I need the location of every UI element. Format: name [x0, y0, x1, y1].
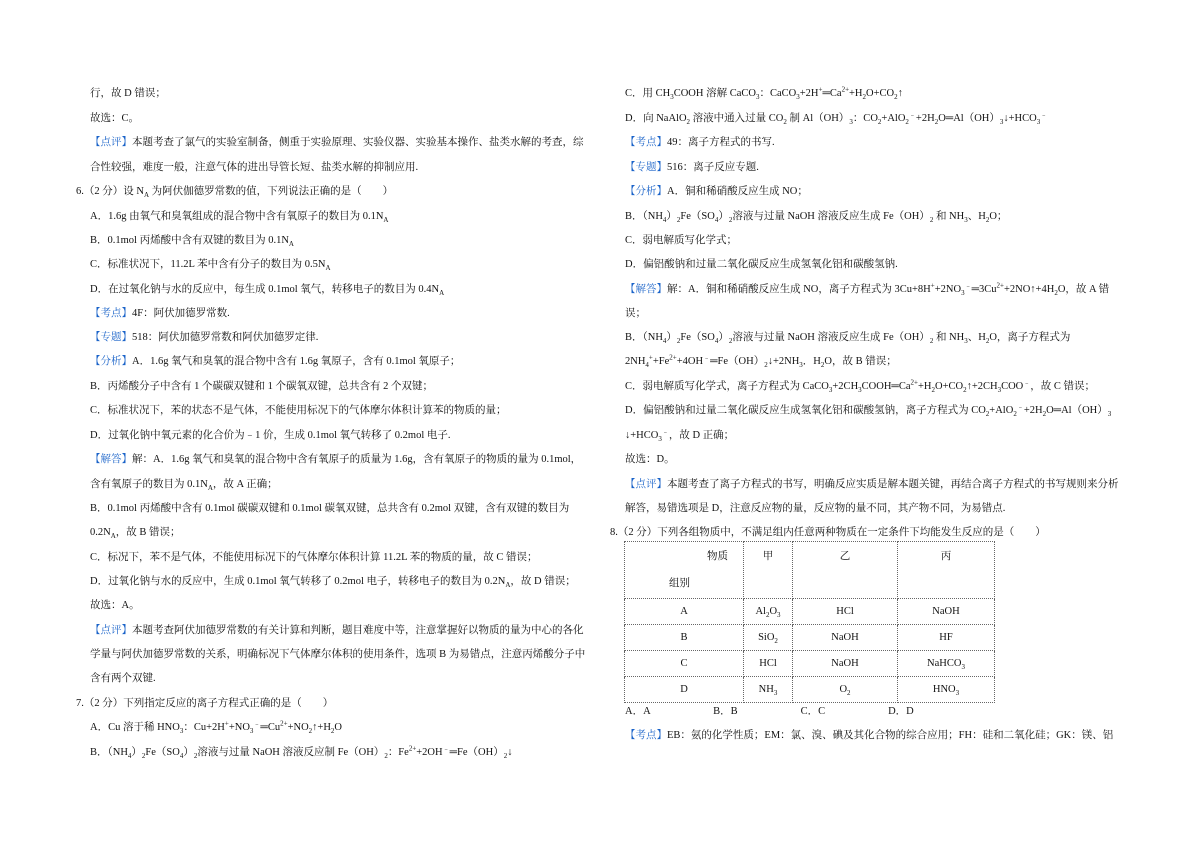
left-text-line [90, 380, 433, 394]
line-content: B．0.1mol 丙烯酸中含有 0.1mol 碳碳双键和 0.1mol 碳氧双键，总共含有 0.2mol 双键，含有双键的数目为 [90, 503, 570, 514]
left-text-line [90, 331, 318, 345]
section-tag: 【解答】 [90, 454, 132, 465]
line-content: $0.2N_A$，故 B 错误； [90, 527, 181, 541]
left-text-line [90, 112, 139, 126]
left-text-line [90, 551, 538, 565]
left-text-line [90, 624, 584, 638]
line-content: B．0.1mol 丙烯酸中含有双键的数目为 $0.1N_A$ [90, 235, 294, 249]
right-text-line [625, 210, 1007, 224]
line-content: 49：离子方程式的书写. [667, 137, 775, 148]
line-content: 7.（2 分）下列指定反应的离子方程式正确的是（ ） [76, 698, 334, 709]
right-text-line [625, 283, 1109, 297]
table-cell: NaOH [898, 599, 995, 625]
right-text-line [625, 380, 1095, 394]
table-cell: $HNO_3$ [898, 677, 995, 703]
table-cell: D [625, 677, 744, 703]
line-content: A．A B．B C．C D．D [625, 706, 914, 717]
line-content: 4F：阿伏加德罗常数. [132, 308, 230, 319]
right-text-line [625, 87, 903, 101]
left-text-line [90, 355, 460, 369]
line-content: 本题考查了氯气的实验室制备，侧重于实验原理、实验仪器、实验基本操作、盐类水解的考查，综 [132, 137, 584, 148]
left-text-line [90, 453, 581, 467]
table-header-row [625, 542, 995, 599]
right-text-line [625, 478, 1119, 492]
left-text-line [90, 746, 512, 760]
left-text-line [90, 210, 388, 224]
left-text-line [90, 234, 294, 248]
left-text-line [90, 526, 181, 540]
table-cell: HCl [793, 599, 898, 625]
line-content: 解答，易错选项是 D，注意反应物的量，反应物的量不同，其产物不同，为易错点. [625, 503, 1006, 514]
line-content: 行，故 D 错误； [90, 88, 166, 99]
table-row [625, 599, 995, 625]
line-content: D．过氧化钠与水的反应中，生成 0.1mol 氧气转移了 0.2mol 电子，转移电子的数目为 $0.2N_A$，故 D 错误； [90, 576, 576, 590]
left-text-line [90, 648, 585, 662]
line-content: 解：A．铜和稀硝酸反应生成 NO，离子方程式为 $3Cu+8H^++2NO_3^﹣═3Cu^{2+}+2NO↑+4H_2O$，故 A 错 [667, 281, 1110, 298]
left-text-line [90, 307, 230, 321]
line-content: 6.（2 分）设 $N_A$ 为阿伏伽德罗常数的值，下列说法正确的是（ ） [76, 186, 394, 200]
line-content: 学量与阿伏加德罗常数的关系，明确标况下气体摩尔体积的使用条件，选项 B 为易错点，注意丙烯酸分子中 [90, 649, 586, 660]
right-text-line [625, 185, 808, 199]
header-top-label: 物质 [707, 551, 728, 562]
right-text-line [625, 355, 897, 369]
line-content: A．1.6g 氧气和臭氧的混合物中含有 1.6g 氧原子，含有 0.1mol 氧原子； [132, 356, 461, 367]
right-text-line [625, 429, 734, 443]
table-row [625, 651, 995, 677]
table-cell: B [625, 625, 744, 651]
line-content: 含有氧原子的数目为 $0.1N_A$，故 A 正确； [90, 479, 278, 493]
line-content: C．用 $CH_3COOH$ 溶解 CaCO$_3$：$CaCO_3+2H^+═Ca^{2+}+H_2O+CO_2↑$ [625, 85, 903, 102]
line-content: 含有两个双键. [90, 673, 156, 684]
line-content: B．$(NH_4)_2Fe(SO_4)_2$溶液与过量 NaOH 溶液反应制 $Fe(OH)_2$：$Fe^{2+}+2OH^﹣═Fe(OH)_2↓$ [90, 744, 513, 761]
line-content: C．弱电解质写化学式； [625, 235, 738, 246]
line-content: D．过氧化钠中氧元素的化合价为﹣1 价，生成 0.1mol 氧气转移了 0.2mol 电子. [90, 430, 451, 441]
line-content: 故选：A。 [90, 600, 140, 611]
left-text-line [90, 258, 331, 272]
line-content: B．$(NH_4)_2Fe(SO_4)_2$溶液与过量 NaOH 溶液反应生成 $Fe(OH)_2$ 和 $NH_3$、$H_2O$； [625, 211, 1008, 225]
table-row [625, 677, 995, 703]
line-content: 故选：C。 [90, 113, 140, 124]
line-content: C．标准状况下，11.2L 苯中含有分子的数目为 $0.5N_A$ [90, 259, 331, 273]
line-content: $2NH_4^++Fe^{2+}+4OH^﹣═Fe(OH)_2↓+2NH_3$．$H_2O$，故 B 错误； [625, 353, 897, 370]
table-cell: NaOH [793, 651, 898, 677]
left-text-line [90, 429, 451, 443]
left-text-line [90, 721, 342, 735]
table-cell: A [625, 599, 744, 625]
left-text-line [90, 161, 418, 175]
line-content: A．Cu 溶于稀 $HNO_3$：$Cu+2H^++NO_3^﹣═Cu^{2+}+NO_2↑+H_2O$ [90, 719, 343, 736]
line-content: 合性较强，难度一般，注意气体的进出导管长短、盐类水解的抑制应用. [90, 162, 419, 173]
left-text-line [90, 136, 584, 150]
section-tag: 【专题】 [90, 332, 132, 343]
right-text-line [625, 404, 1111, 418]
right-text-line [625, 331, 1070, 345]
right-text-line [625, 234, 737, 248]
line-content: A．1.6g 由氧气和臭氧组成的混合物中含有氧原子的数目为 $0.1N_A$ [90, 211, 389, 225]
table-col-header: 乙 [793, 542, 898, 599]
section-tag: 【考点】 [90, 308, 132, 319]
section-tag: 【考点】 [625, 730, 667, 741]
table-cell: $Al_2O_3$ [744, 599, 793, 625]
left-text-line [90, 599, 140, 613]
line-content: 本题考查阿伏加德罗常数的有关计算和判断，题目难度中等，注意掌握好以物质的量为中心的各化 [132, 625, 584, 636]
section-tag: 【专题】 [625, 162, 667, 173]
left-text-line [90, 283, 444, 297]
line-content: 8.（2 分）下列各组物质中，不满足组内任意两种物质在一定条件下均能发生反应的是（ ） [610, 527, 1046, 538]
line-content: $↓+HCO_3^﹣$，故 D 正确； [625, 427, 735, 444]
left-text-line [90, 478, 278, 492]
line-content: D．偏铝酸钠和过量二氧化碳反应生成氢氧化铝和碳酸氢钠，离子方程式为 $CO_2+AlO_2^﹣+2H_2O═Al(OH)_3$ [625, 402, 1112, 419]
section-tag: 【分析】 [625, 186, 667, 197]
line-content: 本题考查了离子方程式的书写，明确反应实质是解本题关键，再结合离子方程式的书写规则来分析 [667, 479, 1119, 490]
table-col-header: 丙 [898, 542, 995, 599]
right-text-line [625, 112, 1047, 126]
left-text-line [90, 87, 166, 101]
left-text-line [90, 404, 507, 418]
line-content: 518：阿伏加德罗常数和阿伏加德罗定律. [132, 332, 319, 343]
header-bottom-label: 组别 [669, 578, 690, 589]
line-content: C．标况下，苯不是气体，不能使用标况下的气体摩尔体积计算 11.2L 苯的物质的量，故 C 错误； [90, 552, 538, 563]
table-cell: NaHCO$_3$ [898, 651, 995, 677]
line-content: D．偏铝酸钠和过量二氧化碳反应生成氢氧化铝和碳酸氢钠. [625, 259, 898, 270]
table-cell: $O_2$ [793, 677, 898, 703]
line-content: D．向 NaAlO$_2$ 溶液中通入过量 $CO_2$ 制 $Al(OH)_3$：$CO_2+AlO_2^﹣+2H_2O═Al(OH)_3↓+HCO_3^﹣$ [625, 110, 1048, 127]
line-content: A．铜和稀硝酸反应生成 NO； [667, 186, 808, 197]
left-text-line [76, 697, 333, 711]
table-row [625, 625, 995, 651]
section-tag: 【解答】 [625, 284, 667, 295]
line-content: 故选：D。 [625, 454, 675, 465]
line-content: 解：A．1.6g 氧气和臭氧的混合物中含有氧原子的质量为 1.6g，含有氧原子的物质的量为 0.1mol， [132, 454, 582, 465]
table-cell: C [625, 651, 744, 677]
right-text-line [625, 705, 914, 719]
line-content: 误； [625, 308, 646, 319]
left-text-line [90, 672, 156, 686]
table-cell: HF [898, 625, 995, 651]
table-cell: SiO$_2$ [744, 625, 793, 651]
left-text-line [90, 502, 569, 516]
line-content: D．在过氧化钠与水的反应中，每生成 0.1mol 氧气，转移电子的数目为 $0.4N_A$ [90, 284, 445, 298]
left-text-line [90, 575, 576, 589]
right-text-line [625, 136, 775, 150]
section-tag: 【考点】 [625, 137, 667, 148]
line-content: B．丙烯酸分子中含有 1 个碳碳双键和 1 个碳氧双键，总共含有 2 个双键； [90, 381, 434, 392]
section-tag: 【点评】 [90, 137, 132, 148]
question-8-table [624, 541, 995, 703]
table-cell: HCl [744, 651, 793, 677]
line-content: B．$(NH_4)_2Fe(SO_4)_2$溶液与过量 NaOH 溶液反应生成 $Fe(OH)_2$ 和 $NH_3$、$H_2O$，离子方程式为 [625, 332, 1071, 346]
line-content: C．弱电解质写化学式，离子方程式为 $CaCO_3+2CH_3COOH═Ca^{2+}+H_2O+CO_2↑+2CH_3COO^﹣$，故 C 错误； [625, 378, 1096, 395]
section-tag: 【分析】 [90, 356, 132, 367]
right-text-line [625, 307, 646, 321]
line-content: 516：离子反应专题. [667, 162, 759, 173]
right-text-line [625, 502, 1005, 516]
left-text-line [76, 185, 393, 199]
right-text-line [625, 729, 1113, 743]
line-content: EB：氨的化学性质；EM：氯、溴、碘及其化合物的综合应用；FH：硅和二氧化硅；GK：镁、铝 [667, 730, 1114, 741]
right-text-line [625, 161, 759, 175]
table-corner-cell [625, 542, 744, 599]
section-tag: 【点评】 [625, 479, 667, 490]
right-text-line [610, 526, 1046, 540]
right-text-line [625, 258, 898, 272]
table-cell: $NH_3$ [744, 677, 793, 703]
right-text-line [625, 453, 675, 467]
line-content: C．标准状况下，苯的状态不是气体，不能使用标况下的气体摩尔体积计算苯的物质的量； [90, 405, 507, 416]
table-col-header: 甲 [744, 542, 793, 599]
section-tag: 【点评】 [90, 625, 132, 636]
table-cell: NaOH [793, 625, 898, 651]
